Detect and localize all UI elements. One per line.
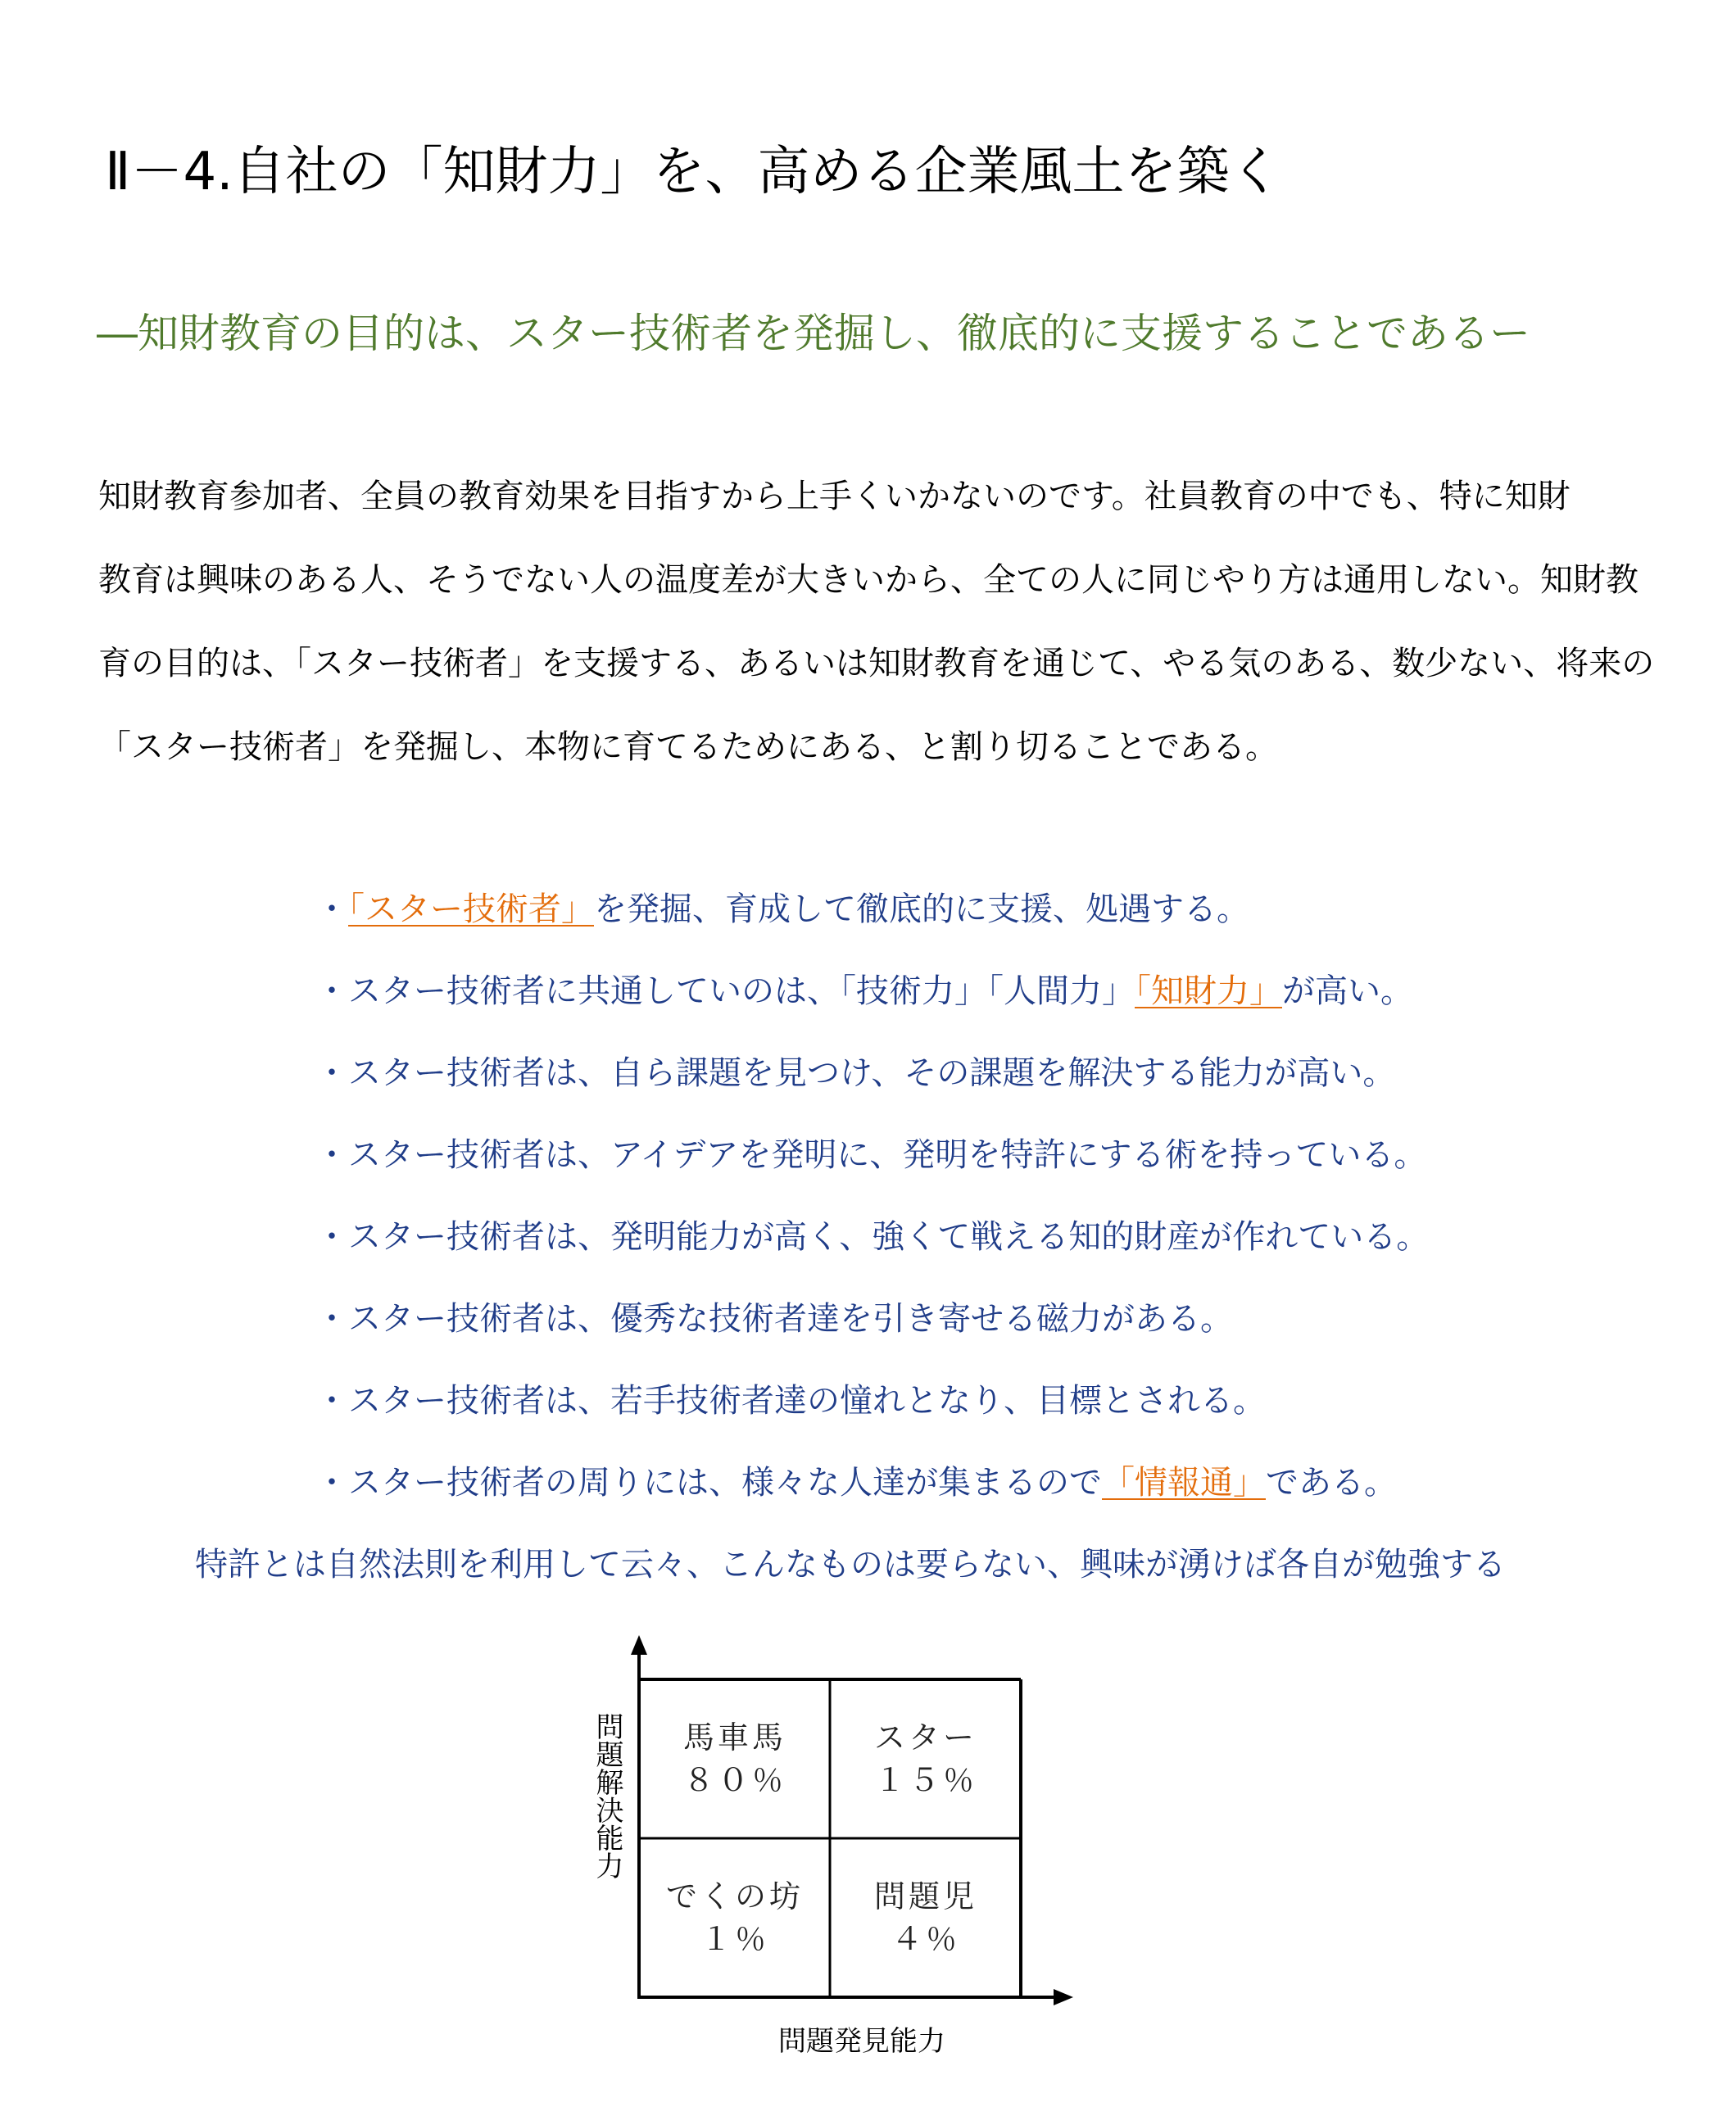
bullet-item-5: ・スター技術者は、発明能力が高く、強くて戦える知的財産が作れている。 — [315, 1218, 1430, 1256]
bullet-item-8 — [315, 1460, 1397, 1506]
bullet-2-suffix: が高い。 — [1282, 972, 1413, 1010]
bullet-8-suffix: である。 — [1266, 1464, 1397, 1502]
paragraph-line-1: 知財教育参加者、全員の教育効果を目指すから上手くいかないのです。社員教育の中でも、特に知財 — [98, 478, 1571, 515]
cell-bottom-right-percent: ４％ — [891, 1921, 960, 1957]
paragraph-line-2: 教育は興味のある人、そうでない人の温度差が大きいから、全ての人に同じやり方は通用しない。知財教 — [98, 561, 1639, 599]
bullet-1-suffix: を発掘、育成して徹底的に支援、処遇する。 — [594, 890, 1249, 928]
cell-bottom-left-percent: １％ — [700, 1921, 769, 1957]
skill-matrix-diagram — [573, 1630, 1098, 2089]
x-axis-label: 問題発見能力 — [778, 2025, 945, 2058]
bullet-item-1 — [315, 886, 1249, 932]
cell-top-left-name: 馬車馬 — [682, 1719, 786, 1756]
paragraph-line-4: 「スター技術者」を発掘し、本物に育てるためにある、と割り切ることである。 — [98, 728, 1278, 766]
matrix-cell-top-right — [832, 1681, 1020, 1837]
x-axis-arrow-icon — [1054, 1989, 1073, 2005]
bullet-item-4: ・スター技術者は、アイデアを発明に、発明を特許にする術を持っている。 — [315, 1136, 1427, 1174]
cell-bottom-right-name: 問題児 — [873, 1878, 977, 1914]
bullet-2-highlight: 「知財力」 — [1135, 972, 1282, 1010]
y-axis-label: 問題解決能力 — [591, 1712, 623, 1879]
bullet-item-3: ・スター技術者は、自ら課題を見つけ、その課題を解決する能力が高い。 — [315, 1054, 1396, 1092]
closing-statement: 特許とは自然法則を利用して云々、こんなものは要らない、興味が湧けば各自が勉強する — [195, 1546, 1506, 1584]
bullet-item-7: ・スター技術者は、若手技術者達の憧れとなり、目標とされる。 — [315, 1382, 1266, 1420]
cell-top-left-percent: ８０％ — [682, 1762, 786, 1798]
cell-top-right-percent: １５％ — [873, 1762, 977, 1798]
bullet-1-prefix: ・ — [315, 890, 348, 928]
bullet-8-highlight: 「情報通」 — [1102, 1464, 1266, 1502]
page-title: Ⅱ－4.自社の「知財力」を、高める企業風土を築く — [105, 142, 1282, 202]
bullet-8-prefix: ・スター技術者の周りには、様々な人達が集まるので — [315, 1464, 1102, 1502]
bullet-item-2 — [315, 968, 1413, 1014]
paragraph-line-3: 育の目的は、「スター技術者」を支援する、あるいは知財教育を通じて、やる気のある、数少ない、将来の — [98, 645, 1655, 682]
matrix-cell-bottom-right — [832, 1840, 1020, 1996]
bullet-1-highlight: 「スター技術者」 — [348, 890, 594, 928]
bullet-item-6: ・スター技術者は、優秀な技術者達を引き寄せる磁力がある。 — [315, 1300, 1233, 1338]
bullet-2-prefix: ・スター技術者に共通していのは、「技術力」「人間力」 — [315, 972, 1135, 1010]
cell-top-right-name: スター — [873, 1719, 977, 1756]
matrix-cell-top-left — [641, 1681, 829, 1837]
page-subtitle: ―知財教育の目的は、スター技術者を発掘し、徹底的に支援することであるー — [97, 310, 1530, 357]
matrix-cell-bottom-left — [641, 1840, 829, 1996]
cell-bottom-left-name: でくの坊 — [665, 1878, 804, 1914]
y-axis-arrow-icon — [631, 1635, 647, 1655]
